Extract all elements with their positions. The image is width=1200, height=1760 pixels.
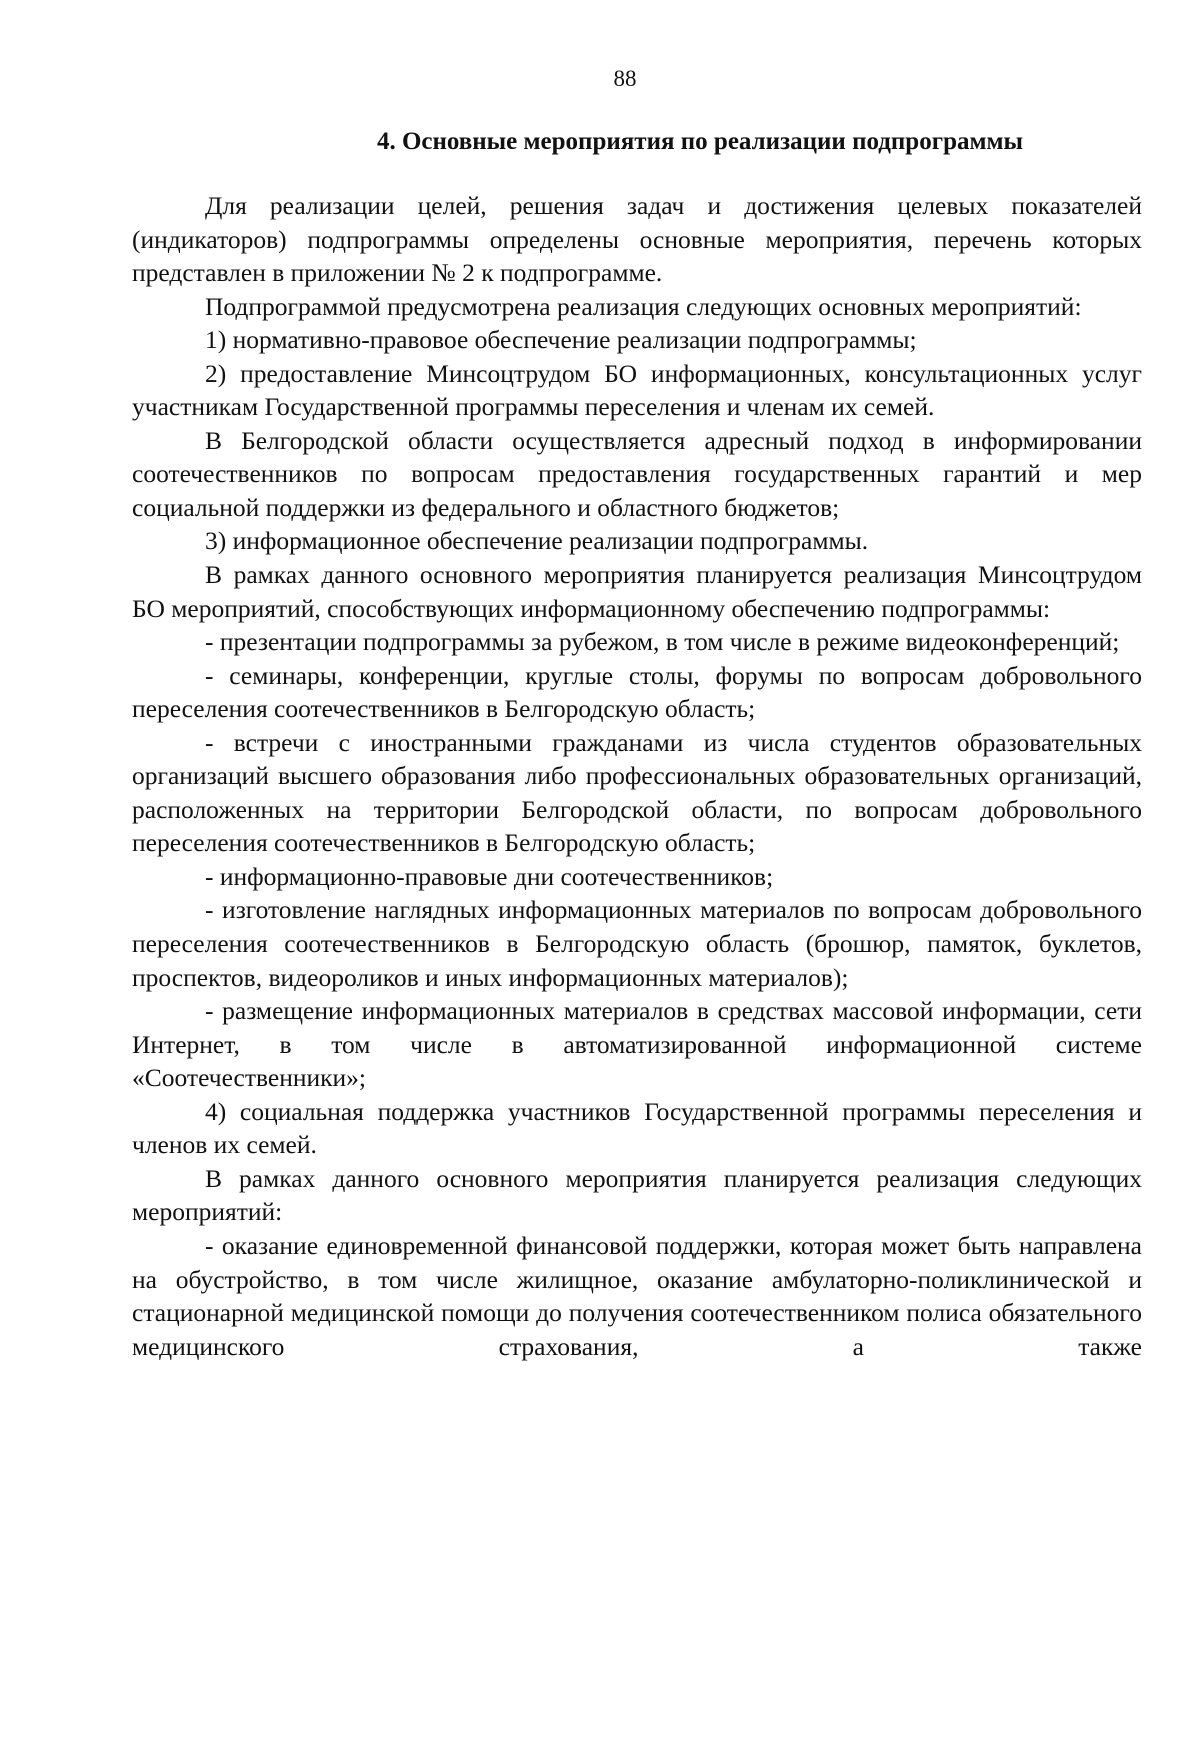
paragraph: 1) нормативно-правовое обеспечение реализации подпрограммы; <box>205 325 917 355</box>
paragraph: - оказание единовременной финансовой поддержки, которая может быть направлена на обустройство, в том числе жилищное, оказание амбулаторно-поликлинической и стационарной медицинской помощи до получения соотечественником полиса обязательного медицинского страхования, а также <box>132 1230 1142 1361</box>
page-number: 88 <box>613 66 637 91</box>
section-body <box>132 189 1142 1363</box>
paragraph: 4) социальная поддержка участников Государственной программы переселения и членов их семей. <box>132 1096 1142 1160</box>
paragraph: Подпрограммой предусмотрена реализация следующих основных мероприятий: <box>205 291 1082 321</box>
paragraph: В Белгородской области осуществляется адресный подход в информировании соотечественников по вопросам предоставления государственных гарантий и мер социальной поддержки из федерального и областного бюджетов; <box>132 425 1142 522</box>
paragraph: В рамках данного основного мероприятия планируется реализация следующих мероприятий: <box>132 1163 1142 1227</box>
paragraph: В рамках данного основного мероприятия планируется реализация Минсоцтрудом БО мероприятий, способствующих информационному обеспечению подпрограммы: <box>132 560 1142 623</box>
paragraph: - информационно-правовые дни соотечественников; <box>205 861 774 891</box>
paragraph: 2) предоставление Минсоцтрудом БО информационных, консультационных услуг участникам Государственной программы переселения и членам их семей. <box>132 358 1142 422</box>
paragraph: - презентации подпрограммы за рубежом, в том числе в режиме видеоконференций; <box>205 627 1120 657</box>
paragraph: 3) информационное обеспечение реализации подпрограммы. <box>205 526 869 556</box>
paragraph: - встречи с иностранными гражданами из числа студентов образовательных организаций высшего образования либо профессиональных образовательных организаций, расположенных на территории Белгородской области, по вопросам добровольного переселения соотечественников в Белгородскую область; <box>132 727 1142 858</box>
paragraph: - изготовление наглядных информационных материалов по вопросам добровольного переселения соотечественников в Белгородскую область (брошюр, памяток, буклетов, проспектов, видеороликов и иных информационных материалов); <box>132 895 1142 992</box>
paragraph: - семинары, конференции, круглые столы, форумы по вопросам добровольного переселения соотечественников в Белгородскую область; <box>132 660 1142 724</box>
paragraph: - размещение информационных материалов в средствах массовой информации, сети Интернет, в том числе в автоматизированной информационной системе «Соотечественники»; <box>132 996 1142 1093</box>
section-heading: 4. Основные мероприятия по реализации подпрограммы <box>376 128 1024 155</box>
paragraph: Для реализации целей, решения задач и достижения целевых показателей (индикаторов) подпрограммы определены основные мероприятия, перечень которых представлен в приложении № 2 к подпрограмме. <box>132 191 1142 288</box>
